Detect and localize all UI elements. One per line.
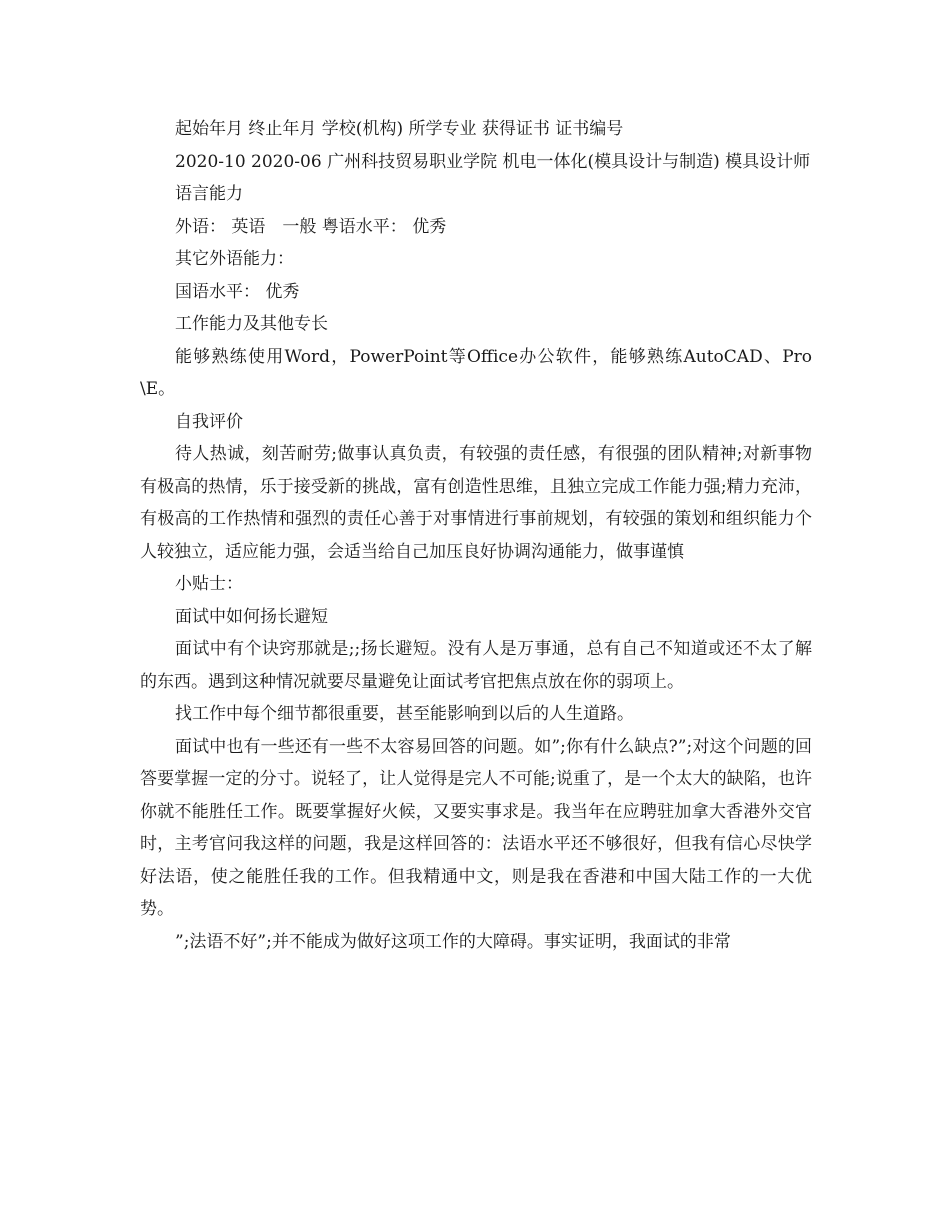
tips-paragraph-2: 找工作中每个细节都很重要，甚至能影响到以后的人生道路。	[175, 704, 634, 724]
tips-label: 小贴士：	[175, 574, 243, 594]
other-language-line: 其它外语能力：	[175, 249, 294, 269]
section-heading-self-evaluation: 自我评价	[175, 411, 243, 432]
foreign-language-line: 外语： 英语 一般 粤语水平： 优秀	[175, 216, 447, 237]
self-evaluation-paragraph: 待人热诚，刻苦耐劳;做事认真负责，有较强的责任感，有很强的团队精神;对新事物有极高的热情，乐于接受新的挑战，富有创造性思维，且独立完成工作能力强;精力充沛，有极高的工作热情和强烈的责任心善于对事情进行事前规划，有较强的策划和组织能力个人较独立，适应能力强，会适当给自己加压良好协调沟通能力，做事谨慎	[140, 444, 812, 562]
tips-heading: 面试中如何扬长避短	[175, 606, 328, 627]
tips-paragraph-1: 面试中有个诀窍那就是;;扬长避短。没有人是万事通，总有自己不知道或还不太了解的东西。遇到这种情况就要尽量避免让面试考官把焦点放在你的弱项上。	[140, 639, 812, 692]
document-page	[140, 113, 812, 958]
skills-paragraph: 能够熟练使用Word，PowerPoint等Office办公软件，能够熟练AutoCAD、Pro\E。	[140, 346, 812, 399]
education-table-row: 2020-10 2020-06 广州科技贸易职业学院 机电一体化(模具设计与制造) 模具设计师	[175, 151, 811, 172]
education-table-header: 起始年月 终止年月 学校(机构) 所学专业 获得证书 证书编号	[175, 119, 624, 139]
section-heading-language: 语言能力	[175, 184, 243, 204]
tips-paragraph-3: 面试中也有一些还有一些不太容易回答的问题。如”;你有什么缺点?”;对这个问题的回答要掌握一定的分寸。说轻了，让人觉得是完人不可能;说重了，是一个太大的缺陷，也许你就不能胜任工作。既要掌握好火候，又要实事求是。我当年在应聘驻加拿大香港外交官时，主考官问我这样的问题，我是这样回答的：法语水平还不够很好，但我有信心尽快学好法语，使之能胜任我的工作。但我精通中文，则是我在香港和中国大陆工作的一大优势。	[140, 736, 812, 919]
section-heading-skills: 工作能力及其他专长	[175, 314, 328, 334]
tips-paragraph-4: ”;法语不好”;并不能成为做好这项工作的大障碍。事实证明，我面试的非常	[175, 931, 731, 952]
mandarin-line: 国语水平： 优秀	[175, 281, 300, 302]
